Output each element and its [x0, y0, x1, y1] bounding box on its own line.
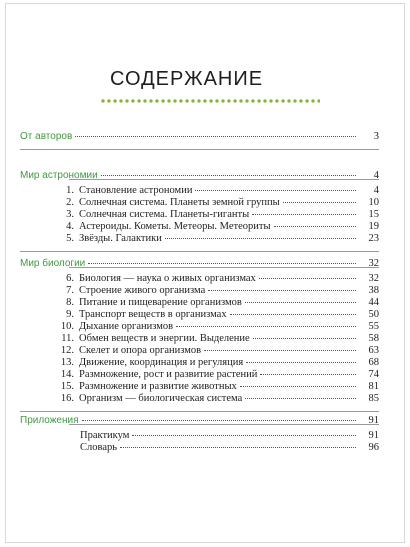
- toc-item[interactable]: 16. Организм — биологическая система 85: [60, 393, 379, 404]
- toc-section-authors[interactable]: [20, 131, 379, 143]
- toc-item[interactable]: 9. Транспорт веществ в организмах 50: [66, 309, 379, 320]
- section-label: Мир биологии: [20, 258, 86, 269]
- toc-item[interactable]: 8. Питание и пищеварение организмов 44: [66, 297, 379, 308]
- section-label: Мир астрономии: [20, 170, 98, 181]
- toc-item[interactable]: 11. Обмен веществ и энергии. Выделение 58: [61, 333, 379, 344]
- toc-item[interactable]: 5. Звёзды. Галактики 23: [66, 233, 379, 244]
- divider: [20, 149, 379, 150]
- toc-item[interactable]: 7. Строение живого организма 38: [66, 285, 379, 296]
- toc-item[interactable]: 12. Скелет и опора организмов 63: [60, 345, 379, 356]
- section-label: От авторов: [20, 131, 73, 142]
- toc-item[interactable]: 10. Дыхание организмов 55: [60, 321, 379, 332]
- divider: [20, 251, 379, 252]
- page-number: 32: [368, 258, 379, 269]
- decorative-dot-divider: [100, 99, 320, 103]
- toc-item[interactable]: 3. Солнечная система. Планеты-гиганты 15: [66, 209, 379, 220]
- toc-item[interactable]: Словарь 96: [80, 442, 379, 453]
- toc-item[interactable]: 1. Становление астрономии 4: [66, 185, 379, 196]
- divider: [69, 424, 379, 425]
- toc-item[interactable]: 13. Движение, координация и регуляция 68: [60, 357, 379, 368]
- toc-item[interactable]: Практикум 91: [80, 430, 379, 441]
- divider: [69, 179, 379, 180]
- toc-item[interactable]: 14. Размножение, рост и развитие растений 74: [60, 369, 379, 380]
- page-number: 91: [368, 415, 379, 426]
- toc-item[interactable]: 6. Биология — наука о живых организмах 32: [66, 273, 379, 284]
- toc-section-biology[interactable]: [20, 258, 379, 270]
- page-number: 4: [373, 170, 379, 181]
- divider: [20, 411, 379, 412]
- page-title: СОДЕРЖАНИЕ: [110, 68, 264, 90]
- toc-item[interactable]: 4. Астероиды. Кометы. Метеоры. Метеориты 19: [66, 221, 379, 232]
- toc-item[interactable]: 15. Размножение и развитие животных 81: [60, 381, 379, 392]
- book-page: [5, 3, 405, 543]
- toc-section-astronomy[interactable]: [20, 170, 379, 182]
- divider: [69, 267, 379, 268]
- page-number: 3: [373, 131, 379, 142]
- toc-item[interactable]: 2. Солнечная система. Планеты земной группы 10: [66, 197, 379, 208]
- toc-section-appendices[interactable]: [20, 415, 379, 427]
- section-label: Приложения: [20, 415, 79, 426]
